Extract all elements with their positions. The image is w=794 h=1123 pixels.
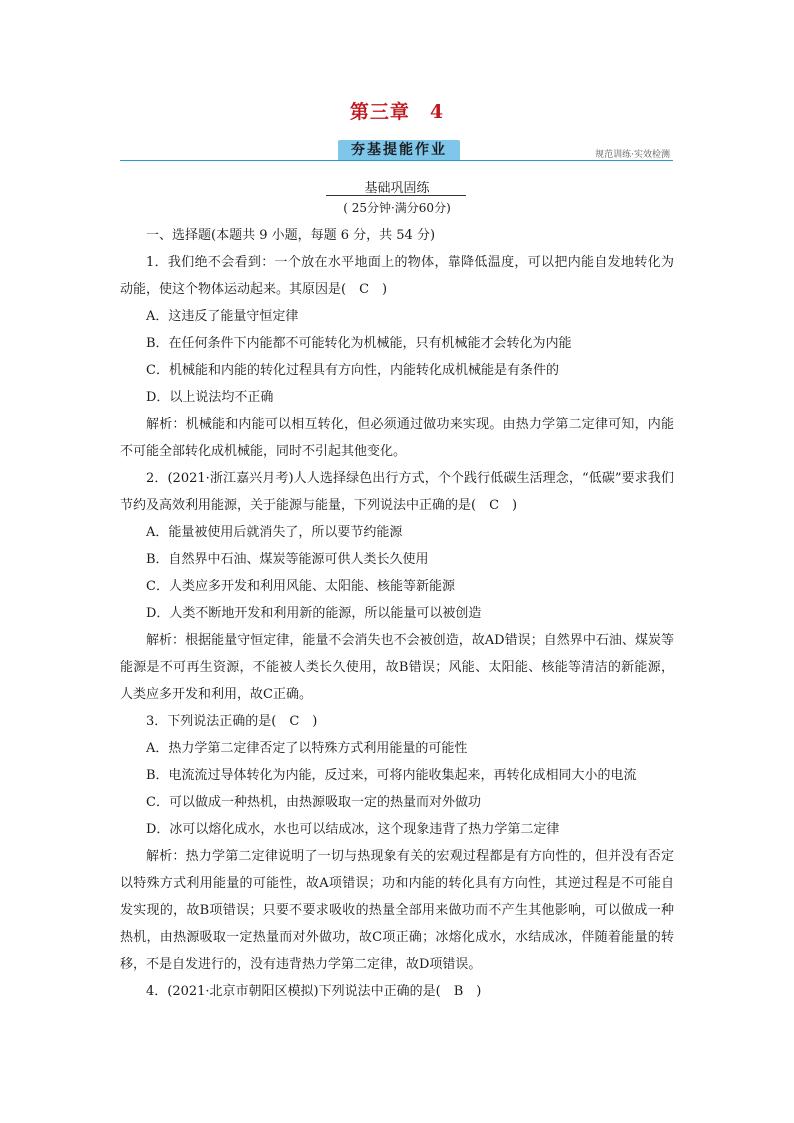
option-c: C．人类应多开发和利用风能、太阳能、核能等新能源 — [146, 579, 455, 594]
explanation: 解析：根据能量守恒定律，能量不会消失也不会被创造，故AD错误；自然界中石油、煤炭等能源是不可再生资源，不能被人类长久使用，故B错误；风能、太阳能、核能等清洁的新能源，人类应多开发和利用，故C正确。 — [120, 633, 674, 702]
option-d: D．人类不断地开发和利用新的能源，所以能量可以被创造 — [146, 606, 482, 621]
option-d: D．以上说法均不正确 — [146, 390, 274, 405]
option-a: A．这违反了能量守恒定律 — [146, 309, 299, 324]
section-heading: 一、选择题(本题共 9 小题，每题 6 分，共 54 分) — [146, 228, 436, 243]
section-subtitle: ( 25分钟·满分60分) — [343, 201, 451, 215]
option-a: A．能量被使用后就消失了，所以要节约能源 — [146, 525, 403, 540]
banner-label: 夯基提能作业 — [338, 140, 460, 160]
section-divider — [326, 195, 466, 196]
exercise-content — [120, 222, 674, 1005]
question-3: 3．下列说法正确的是( C ) — [146, 714, 318, 729]
banner-divider — [120, 160, 673, 161]
option-b: B．在任何条件下内能都不可能转化为机械能，只有机械能才会转化为内能 — [146, 336, 572, 351]
option-b: B．自然界中石油、煤炭等能源可供人类长久使用 — [146, 552, 429, 567]
question-4: 4．(2021·北京市朝阳区模拟)下列说法中正确的是( B ) — [146, 984, 482, 999]
option-c: C．可以做成一种热机，由热源吸取一定的热量而对外做功 — [146, 795, 481, 810]
banner-tagline: 规范训练·实效检测 — [595, 150, 670, 160]
option-b: B．电流流过导体转化为内能，反过来，可将内能收集起来，再转化成相同大小的电流 — [146, 768, 637, 783]
chapter-title: 第三章 4 — [349, 101, 445, 123]
option-a: A．热力学第二定律否定了以特殊方式利用能量的可能性 — [146, 741, 468, 756]
question-1: 1．我们绝不会看到：一个放在水平地面上的物体，靠降低温度，可以把内能自发地转化为动能，使这个物体运动起来。其原因是( C ) — [120, 255, 674, 297]
section-title: 基础巩固练 — [364, 181, 430, 196]
explanation: 解析：机械能和内能可以相互转化，但必须通过做功来实现。由热力学第二定律可知，内能不可能全部转化成机械能，同时不引起其他变化。 — [120, 417, 674, 459]
explanation: 解析：热力学第二定律说明了一切与热现象有关的宏观过程都是有方向性的，但并没有否定以特殊方式利用能量的可能性，故A项错误；功和内能的转化具有方向性，其逆过程是不可能自发实现的，故B项错误；只要不要求吸收的热量全部用来做功而不产生其他影响，可以做成一种热机，由热源吸取一定热量而对外做功，故C项正确；冰熔化成水，水结成冰，伴随着能量的转移，不是自发进行的，没有违背热力学第二定律，故D项错误。 — [120, 849, 674, 972]
option-d: D．冰可以熔化成水，水也可以结成冰，这个现象违背了热力学第二定律 — [146, 822, 560, 837]
option-c: C．机械能和内能的转化过程具有方向性，内能转化成机械能是有条件的 — [146, 363, 559, 378]
question-2: 2．(2021·浙江嘉兴月考)人人选择绿色出行方式，个个践行低碳生活理念，“低碳”要求我们节约及高效利用能源，关于能源与能量，下列说法中正确的是( C ) — [120, 471, 674, 513]
